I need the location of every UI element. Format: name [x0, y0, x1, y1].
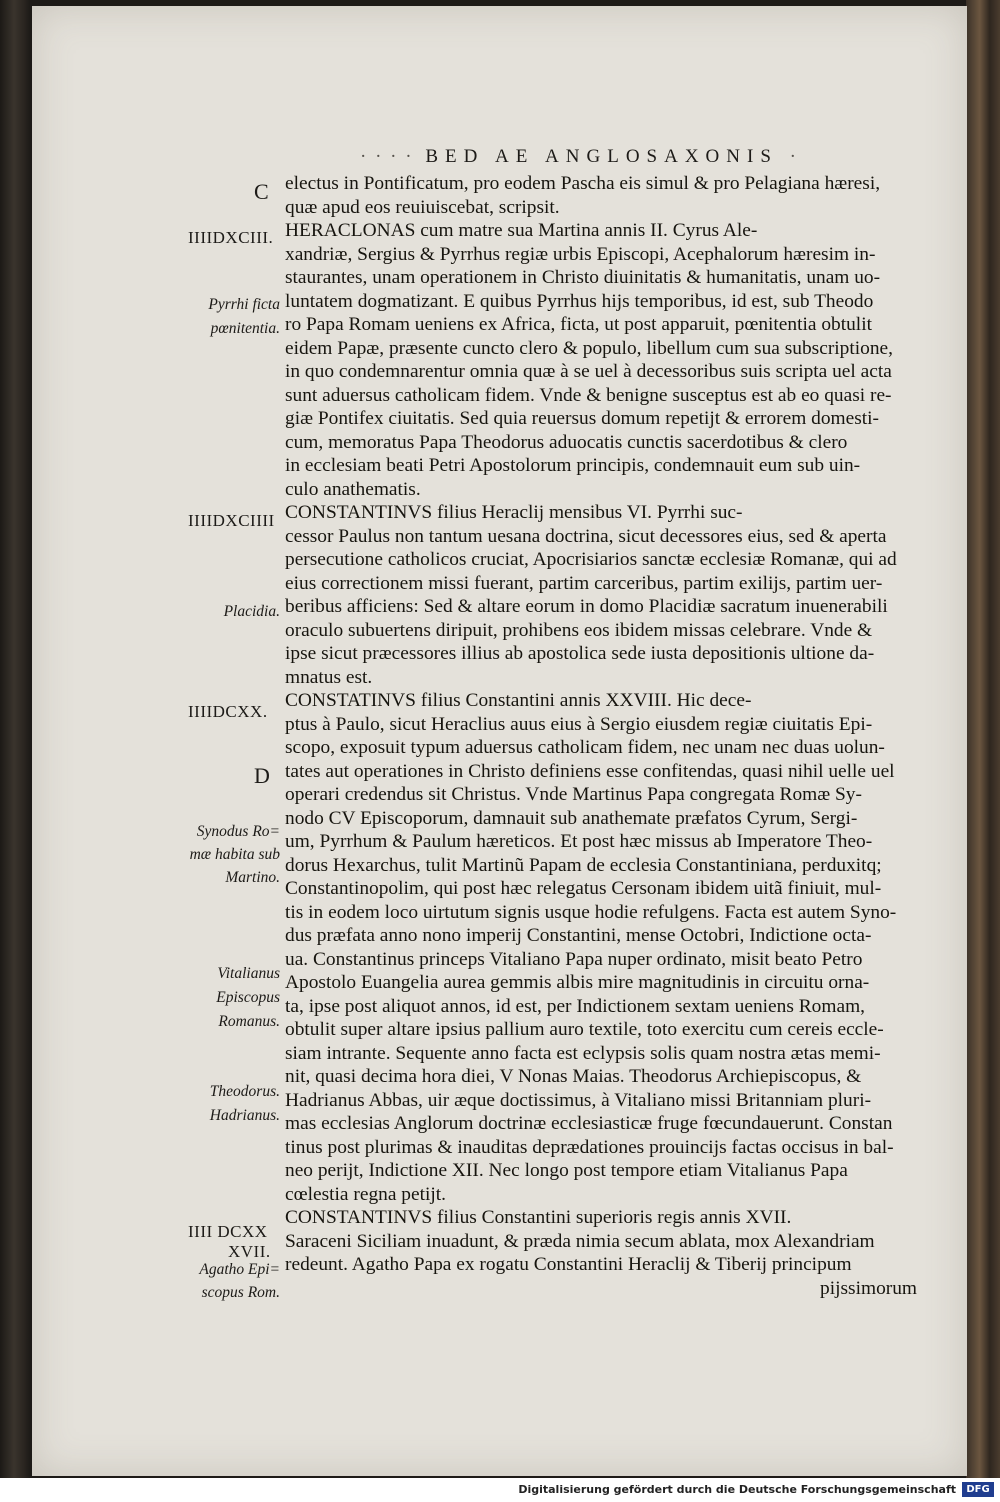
- text-line: um, Pyrrhum & Paulum hæreticos. Et post hæc missus ab Imperatore Theo-: [285, 831, 873, 852]
- text-line: Apostolo Euangelia aurea gemmis albis mire magnitudinis in circuitu orna-: [285, 972, 870, 993]
- text-line: ua. Constantinus princeps Vitaliano Papa nuper ordinato, misit beato Petro: [285, 948, 863, 970]
- margin-note: mæ habita sub: [189, 846, 280, 863]
- margin-year: IIIIDXCIIII: [188, 511, 275, 530]
- text-line: electus in Pontificatum, pro eodem Pascha eis simul & pro Pelagiana hæresi,: [285, 173, 881, 194]
- text-line: siam intrante. Sequente anno facta est eclypsis solis quam nostra ætas memi-: [285, 1042, 881, 1064]
- margin-year: IIIIDXCIII.: [188, 228, 274, 247]
- text-line: CONSTANTINVS filius Constantini superioris regis annis XVII.: [285, 1207, 792, 1228]
- running-head-mark-right: ·: [789, 146, 798, 167]
- text-line: nodo CV Episcoporum, damnauit sub anathemate præfatos Cyrum, Sergi-: [285, 807, 858, 829]
- text-line: tinus post plurimas & inauditas deprædationes prouincijs factas occisus in bal-: [285, 1136, 894, 1158]
- text-line: persecutione catholicos cruciat, Apocrisiarios sanctæ ecclesiæ Romanæ, qui ad: [285, 549, 897, 570]
- text-line: xandriæ, Sergius & Pyrrhus regiæ urbis Episcopi, Acephalorum hæresim in-: [285, 243, 876, 265]
- text-line: HERACLONAS cum matre sua Martina annis II. Cyrus Ale-: [285, 220, 758, 241]
- text-line: nit, quasi decima hora diei, V Nonas Maias. Theodorus Archiepiscopus, &: [285, 1066, 862, 1087]
- body-text: [285, 172, 925, 1300]
- margin-note: Romanus.: [218, 1013, 280, 1030]
- text-line: obtulit super altare ipsius pallium auro textile, toto exercitu cum cereis eccle-: [285, 1019, 884, 1040]
- running-head: [360, 146, 820, 168]
- footer-bar: [0, 1478, 1000, 1502]
- margin-note: scopus Rom.: [201, 1284, 280, 1301]
- text-line: cum, memoratus Papa Theodorus aduocatis cunctis sacerdotibus & clero: [285, 431, 848, 453]
- text-line: cœlestia regna petijt.: [285, 1183, 446, 1205]
- margin-note: Hadrianus.: [209, 1107, 280, 1124]
- text-line: oraculo subuertens diripuit, prohibens eos ibidem missas celebrare. Vnde &: [285, 619, 873, 641]
- text-line: eidem Papæ, præsente cuncto clero & populo, libellum cum sua subscriptione,: [285, 337, 893, 359]
- dfg-logo: DFG: [962, 1482, 994, 1497]
- margin-note: Vitalianus: [217, 965, 280, 982]
- margin-note: Theodorus.: [209, 1083, 280, 1100]
- text-line: eius correctionem missi fuerant, partim carceribus, partim exilijs, partim uer-: [285, 572, 883, 594]
- text-line: ipse sicut præcessores illius ab apostolica sede iusta depositionis ultione da-: [285, 643, 875, 664]
- book-edge: [966, 0, 1000, 1478]
- section-letter-c: C: [254, 179, 269, 204]
- text-line: in quo condemnarentur omnia quæ à se uel à decessoribus suis scripta uel acta: [285, 361, 892, 382]
- margin-note: Martino.: [225, 869, 280, 886]
- margin-year: IIIIDCXX.: [188, 702, 268, 721]
- text-line: Constantinopolim, qui post hæc relegatus Cersonam ibidem uitã finiuit, mul-: [285, 878, 882, 899]
- catchword: pijssimorum: [820, 1277, 917, 1299]
- text-line: tis in eodem loco uirtutum signis usque hodie refulgens. Facta est autem Syno-: [285, 901, 897, 923]
- margin-note: Synodus Ro=: [196, 823, 280, 840]
- text-line: tates aut operationes in Christo definiens esse confitendas, quasi nihil uelle uel: [285, 760, 895, 782]
- text-line: scopo, exposuit typum aduersus catholicam fidem, nec unam nec duas uolun-: [285, 737, 885, 758]
- text-line: dus præfata anno nono imperij Constantini, mense Octobri, Indictione octa-: [285, 925, 872, 946]
- text-line: in ecclesiam beati Petri Apostolorum principis, condemnauit eum sub uin-: [285, 455, 861, 476]
- running-head-title: BED AE ANGLOSAXONIS: [425, 146, 778, 167]
- text-line: dorus Hexarchus, tulit Martinũ Papam de ecclesia Constantiniana, perduxitq;: [285, 854, 882, 876]
- text-line: Saraceni Siciliam inuadunt, & præda nimia secum ablata, mox Alexandriam: [285, 1230, 875, 1252]
- section-letter-d: D: [254, 763, 270, 788]
- text-line: mas ecclesias Anglorum doctrinæ ecclesiasticæ fruge fœcundauerunt. Constan: [285, 1113, 893, 1134]
- margin-note: pœnitentia.: [210, 320, 280, 337]
- text-line: Hadrianus Abbas, uir æque doctissimus, à Vitaliano missi Britanniam pluri-: [285, 1089, 872, 1111]
- running-head-mark-left: · · · ·: [360, 146, 414, 167]
- text-line: ro Papa Romam ueniens ex Africa, ficta, ut post apparuit, pœnitentia obtulit: [285, 314, 872, 335]
- text-line: ta, ipse post aliquot annos, id est, per Indictionem sextam ueniens Romam,: [285, 995, 865, 1017]
- text-line: giæ Pontifex ciuitatis. Sed quia reuersus domum repetijt & errorem domesti-: [285, 408, 879, 429]
- text-line: quæ apud eos reuiuiscebat, scripsit.: [285, 196, 560, 218]
- text-line: CONSTANTINVS filius Heraclij mensibus VI. Pyrrhi suc-: [285, 502, 743, 523]
- margin-year: IIII DCXX: [188, 1222, 268, 1241]
- text-line: luntatem dogmatizant. E quibus Pyrrhus hijs temporibus, id est, sub Theodo: [285, 290, 874, 312]
- margin-note: Placidia.: [223, 603, 280, 620]
- margin-year: XVII.: [228, 1242, 271, 1261]
- text-line: neo perijt, Indictione XII. Nec longo post tempore etiam Vitalianus Papa: [285, 1160, 848, 1181]
- margin-note: Agatho Epi=: [199, 1261, 280, 1278]
- margin-note: Episcopus: [216, 989, 280, 1006]
- funding-notice: Digitalisierung gefördert durch die Deutsche Forschungsgemeinschaft: [518, 1483, 956, 1496]
- margin-note: Pyrrhi ficta: [208, 296, 280, 313]
- text-line: sunt aduersus catholicam fidem. Vnde & benigne susceptus est ab eo quasi re-: [285, 384, 892, 406]
- text-line: ptus à Paulo, sicut Heraclius auus eius à Sergio eiusdem regiæ ciuitatis Epi-: [285, 713, 873, 735]
- text-line: redeunt. Agatho Papa ex rogatu Constantini Heraclij & Tiberij principum: [285, 1254, 852, 1275]
- text-line: CONSTATINVS filius Constantini annis XXVIII. Hic dece-: [285, 690, 752, 711]
- text-line: beribus afficiens: Sed & altare eorum in domo Placidiæ sacratum inuenerabili: [285, 596, 888, 617]
- text-line: culo anathematis.: [285, 478, 421, 500]
- text-line: mnatus est.: [285, 666, 373, 688]
- text-line: cessor Paulus non tantum uesana doctrina, sicut decessores eius, sed & aperta: [285, 525, 887, 547]
- text-line: staurantes, unam operationem in Christo diuinitatis & humanitatis, unam uo-: [285, 267, 881, 288]
- text-line: operari credendus sit Christus. Vnde Martinus Papa congregata Romæ Sy-: [285, 784, 862, 805]
